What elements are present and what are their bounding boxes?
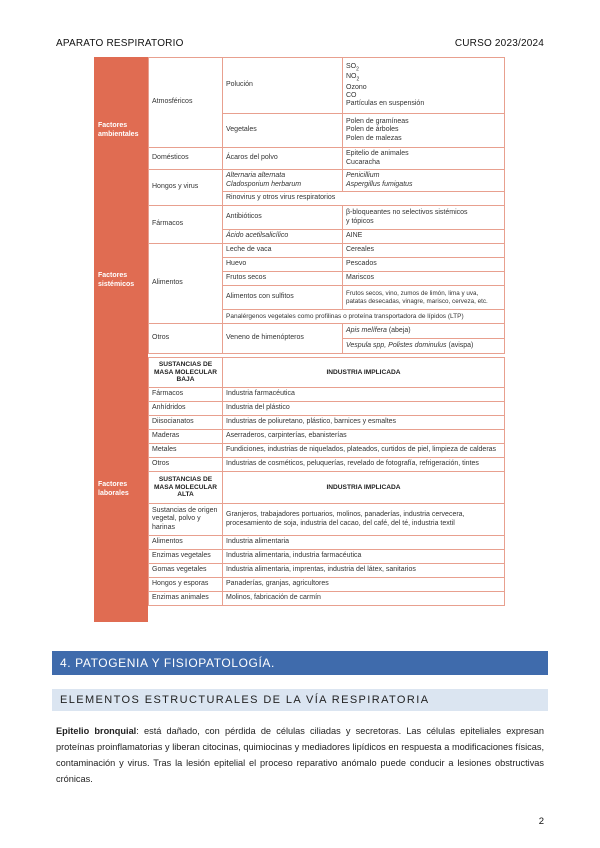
- cell-sustancia: Hongos y esporas: [149, 578, 223, 592]
- cell-sustancia: Alimentos: [149, 536, 223, 550]
- cell-hongos: Hongos y virus: [149, 170, 223, 206]
- cell-pescados: Pescados: [343, 258, 505, 272]
- cell-panalergenos: Panalérgenos vegetales como profilinas o proteína transportadora de lípidos (LTP): [223, 310, 505, 324]
- cell-alimentos: Alimentos: [149, 244, 223, 324]
- table-row: [149, 402, 505, 416]
- table-row: [149, 416, 505, 430]
- cell-vespula: Vespula spp, Polistes dominulus (avispa): [343, 339, 505, 354]
- cell-sustancia: Metales: [149, 444, 223, 458]
- cell-frutos: Frutos secos: [223, 272, 343, 286]
- cell-polucion: Polución: [223, 58, 343, 114]
- cell-sustancia: Enzimas animales: [149, 592, 223, 606]
- cell-industria: Aserraderos, carpinterías, ebanisterías: [223, 430, 505, 444]
- cell-industria: Industrias de poliuretano, plástico, barnices y esmaltes: [223, 416, 505, 430]
- group-label-sistemicos: Factores sistémicos: [94, 205, 148, 357]
- paragraph-text: : está dañado, con pérdida de células ciliadas y secretoras. Las células epiteliales expresan proteínas proinflamatorias y liberan citocinas, quimiocinas y mediadores lipídicos en respuesta a modificaciones físicas, contaminación y virus. Tras la lesión epitelial el proceso reparativo anómalo puede conducir a lesiones obstructivas crónicas.: [56, 726, 544, 784]
- cell-farmacos: Fármacos: [149, 206, 223, 244]
- cell-sustancia: Fármacos: [149, 388, 223, 402]
- cell-mariscos: Mariscos: [343, 272, 505, 286]
- cell-sulfitos-list: Frutos secos, vino, zumos de limón, lima y uva, patatas desecadas, vinagre, marisco, cerveza, etc.: [343, 286, 505, 310]
- cell-otros: Otros: [149, 324, 223, 354]
- cell-alternaria: Alternaria alternata Cladosporium herbarum: [223, 170, 343, 192]
- cell-sustancia: Otros: [149, 458, 223, 472]
- cell-industria: Panaderías, granjas, agricultores: [223, 578, 505, 592]
- cell-penicillium: Penicillium Aspergillus fumigatus: [343, 170, 505, 192]
- header-industria-baja: INDUSTRIA IMPLICADA: [223, 358, 505, 388]
- paragraph: [56, 723, 544, 787]
- cell-veneno: Veneno de himenópteros: [223, 324, 343, 354]
- section-title: 4. PATOGENIA Y FISIOPATOLOGÍA.: [52, 651, 548, 675]
- table-sistemicos: [148, 205, 505, 354]
- cell-industria: Molinos, fabricación de carmín: [223, 592, 505, 606]
- cell-industria: Fundiciones, industrias de niquelados, plateados, curtidos de piel, limpieza de calderas: [223, 444, 505, 458]
- cell-industria: Industria del plástico: [223, 402, 505, 416]
- cell-antibioticos: Antibióticos: [223, 206, 343, 230]
- table-laborales: [148, 357, 505, 606]
- table-ambientales: [148, 57, 505, 206]
- cell-polen-list: Polen de gramíneas Polen de árboles Polen de malezas: [343, 114, 505, 148]
- cell-sustancia: Enzimas vegetales: [149, 550, 223, 564]
- header-left: APARATO RESPIRATORIO: [56, 38, 184, 49]
- table-row: [149, 592, 505, 606]
- paragraph-bold: Epitelio bronquial: [56, 726, 137, 736]
- table-row: [149, 550, 505, 564]
- group-label-ambientales: Factores ambientales: [94, 57, 148, 205]
- cell-bbloqueantes: β-bloqueantes no selectivos sistémicos y tópicos: [343, 206, 505, 230]
- table-row: [149, 388, 505, 402]
- cell-industria: Industria alimentaria, industria farmacéutica: [223, 550, 505, 564]
- table-row: [149, 564, 505, 578]
- cell-aine: AINE: [343, 230, 505, 244]
- cell-industria: Industria alimentaria: [223, 536, 505, 550]
- cell-polucion-list: $SO_2$ $NO_2$ Ozono CO Partículas en suspensión: [343, 58, 505, 114]
- cell-huevo: Huevo: [223, 258, 343, 272]
- risk-factors-table: [94, 57, 504, 622]
- cell-epitelio: Epitelio de animales Cucaracha: [343, 148, 505, 170]
- cell-vegetales: Vegetales: [223, 114, 343, 148]
- table-row: [149, 536, 505, 550]
- table-row: [149, 458, 505, 472]
- cell-sustancia: Maderas: [149, 430, 223, 444]
- cell-domesticos: Domésticos: [149, 148, 223, 170]
- cell-industria: Industrias de cosméticos, peluquerías, revelado de fotografía, refrigeración, tintes: [223, 458, 505, 472]
- group-label-laborales: Factores laborales: [94, 357, 148, 622]
- cell-acido: Ácido acetilsalicílico: [223, 230, 343, 244]
- header-alta: SUSTANCIAS DE MASA MOLECULAR ALTA: [149, 472, 223, 504]
- cell-sulfitos: Alimentos con sulfitos: [223, 286, 343, 310]
- cell-sustancia: Anhídridos: [149, 402, 223, 416]
- cell-rinovirus: Rinovirus y otros virus respiratorios: [223, 192, 505, 206]
- cell-sustancia: Diisocianatos: [149, 416, 223, 430]
- header-industria-alta: INDUSTRIA IMPLICADA: [223, 472, 505, 504]
- cell-sustancia: Gomas vegetales: [149, 564, 223, 578]
- cell-leche: Leche de vaca: [223, 244, 343, 258]
- cell-apis: Apis melífera (abeja): [343, 324, 505, 339]
- table-row: [149, 430, 505, 444]
- cell-origen-industria: Granjeros, trabajadores portuarios, molinos, panaderías, industria cervecera, procesamiento de soja, industria del cacao, del café, del té, industria textil: [223, 504, 505, 536]
- cell-atmosfericos: Atmosféricos: [149, 58, 223, 148]
- header-baja: SUSTANCIAS DE MASA MOLECULAR BAJA: [149, 358, 223, 388]
- section-subtitle: ELEMENTOS ESTRUCTURALES DE LA VÍA RESPIRATORIA: [52, 689, 548, 711]
- header-right: CURSO 2023/2024: [454, 38, 544, 49]
- cell-industria: Industria alimentaria, imprentas, industria del látex, sanitarios: [223, 564, 505, 578]
- table-row: [149, 444, 505, 458]
- table-row: [149, 578, 505, 592]
- cell-cereales: Cereales: [343, 244, 505, 258]
- cell-origen: Sustancias de origen vegetal, polvo y harinas: [149, 504, 223, 536]
- page-number: 2: [538, 816, 544, 827]
- cell-acaros: Ácaros del polvo: [223, 148, 343, 170]
- cell-industria: Industria farmacéutica: [223, 388, 505, 402]
